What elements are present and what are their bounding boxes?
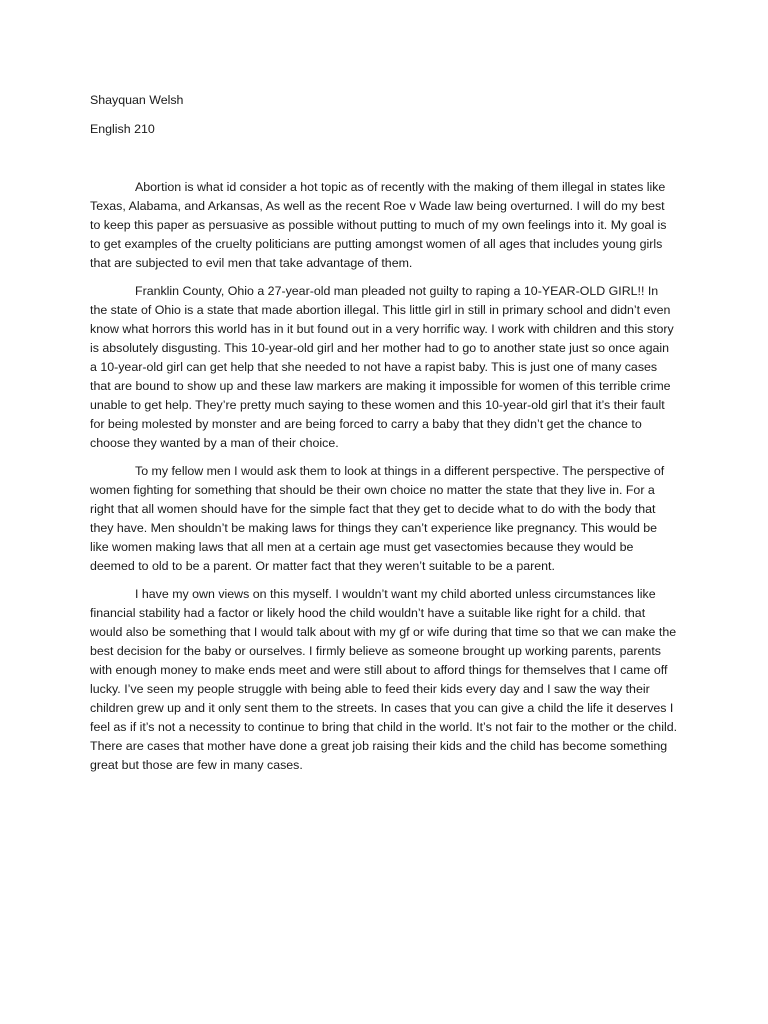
- paragraph-1: Abortion is what id consider a hot topic as of recently with the making of them illegal in states like Texas, Alabama, and Arkansas, As well as the recent Roe v Wade law being overturned. I will do my best to keep this paper as persuasive as possible without putting to much of my own feelings into it. My goal is to get examples of the cruelty politicians are putting amongst women of all ages that includes young girls that are subjected to evil men that take advantage of them.: [90, 180, 667, 270]
- document-body: [90, 91, 678, 784]
- header-spacer: [90, 149, 678, 178]
- paragraph-2: Franklin County, Ohio a 27-year-old man pleaded not guilty to raping a 10-YEAR-OLD GIRL!! In the state of Ohio is a state that made abortion illegal. This little girl in still in primary school and didn’t even know what horrors this world has in it but found out in a very horrific way. I work with children and this story is absolutely disgusting. This 10-year-old girl and her mother had to go to another state just so once again a 10-year-old girl can get help that she needed to not have a rapist baby. This is just one of many cases that are bound to show up and these law markers are making it impossible for women of this terrible crime unable to get help. They’re pretty much saying to these women and this 10-year-old girl that it’s their fault for being molested by monster and are being forced to carry a baby that they didn’t get the chance to choose they wanted by a man of their choice.: [90, 284, 674, 450]
- course-name: English 210: [90, 122, 155, 136]
- paragraph-4: I have my own views on this myself. I wouldn’t want my child aborted unless circumstances like financial stability had a factor or likely hood the child wouldn’t have a suitable like right for a child. that would also be something that I would talk about with my gf or wife during that time so that we can make the best decision for the baby or ourselves. I firmly believe as someone brought up working parents, parents with enough money to make ends meet and were still about to afford things for themselves that I came off lucky. I’ve seen my people struggle with being able to feed their kids every day and I saw the way their children grew up and it only sent them to the streets. In cases that you can give a child the life it deserves I feel as if it’s not a necessity to continue to bring that child in the world. It’s not fair to the mother or the child. There are cases that mother have done a great job raising their kids and the child has become something great but those are few in many cases.: [90, 587, 678, 772]
- paragraph-3: To my fellow men I would ask them to look at things in a different perspective. The perspective of women fighting for something that should be their own choice no matter the state that they live in. For a right that all women should have for the simple fact that they get to decide what to do with the body that they have. Men shouldn’t be making laws for things they can’t experience like pregnancy. This would be like women making laws that all men at a certain age must get vasectomies because they would be deemed to old to be a parent. Or matter fact that they weren’t suitable to be a parent.: [90, 464, 665, 573]
- author-name: Shayquan Welsh: [90, 93, 184, 107]
